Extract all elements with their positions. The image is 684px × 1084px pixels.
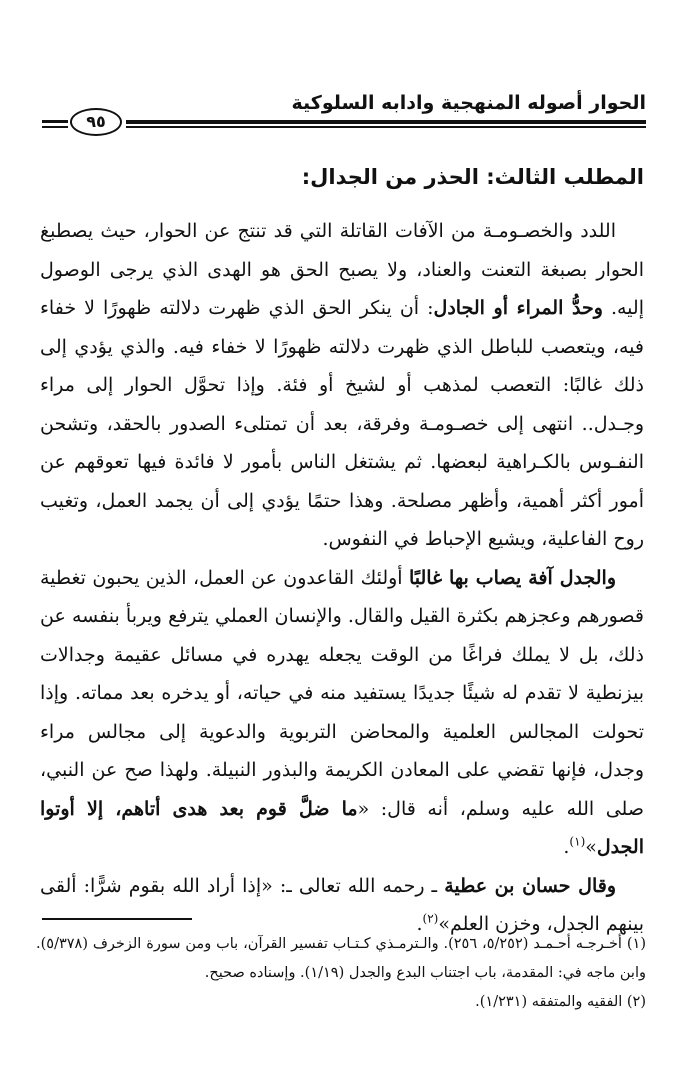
paragraph-1 — [40, 212, 644, 559]
footnote-separator — [42, 918, 192, 920]
footnotes — [36, 930, 646, 1017]
footnote-2: (٢) الفقيه والمتفقه (١/٢٣١). — [475, 994, 646, 1010]
paragraph-2-quote-close: » — [585, 836, 597, 858]
paragraph-1-text-b: : أن ينكر الحق الذي ظهرت دلالته ظهورًا لا خفاء فيه، ويتعصب للباطل الذي ظهرت دلالته ظهورًا لا خفاء فيه. والذي يؤدي إلى ذلك غالبًا: التعصب لمذهب أو لشيخ أو فئة. وإذا تحوَّل الحوار إلى مراء وجـدل.. انتهى إلى خصـومـة وفرقة، بعد أن تمتلىء الصدور بالحقد، وتشحن النفـوس بالكـراهية لبعضها. ثم يشتغل الناس بأمور لا فائدة فيها تعوقهم عن أمور أكثر أهمية، وأظهر مصلحة. وهذا حتمًا يؤدي إلى أن يجمد العمل، وتغيب روح الفاعلية، ويشيع الإحباط في النفوس. — [40, 297, 644, 550]
paragraph-2-bold-lead: والجدل آفة يصاب بها غالبًا — [408, 566, 616, 589]
footnote-ref-2[interactable]: (٢) — [422, 911, 439, 926]
paragraph-3-text: ـ رحمه الله تعالى ـ: «إذا أراد الله بقوم شرًّا: ألقى بينهم الجدل، وخزن العلم» — [40, 874, 644, 935]
running-title: الحوار أصوله المنهجية وادابه السلوكية — [291, 92, 646, 114]
section-heading: المطلب الثالث: الحذر من الجدال: — [301, 165, 644, 189]
paragraph-2-text-a: أولئك القاعدون عن العمل، الذين يحبون تغطية قصورهم وعجزهم بكثرة القيل والقال. والإنسان العملي يترفع ويربأ بنفسه عن ذلك، بل لا يملك فراغًا من الوقت يجعله يهدره في مسائل عقيمة وجدالات بيزنطية لا تقدم له شيئًا جديدًا يستفيد منه في حياته، أو يدخره بعد مماته. وإذا تحولت المجالس العلمية والمحاضن التربوية والدعوية إلى مجالس مراء وجدل، فإنها تقضي على المعادن الكريمة والبذور النبيلة. ولهذا صح عن النبي، صلى الله عليه وسلم، أنه قال: « — [40, 566, 644, 820]
paragraph-2 — [40, 559, 644, 867]
footnote-ref-1[interactable]: (١) — [569, 834, 586, 849]
footnote-1: (١) أخـرجـه أحـمـد (٥/٢٥٢، ٢٥٦). والـترمـذي كـتـاب تفسير القرآن، باب ومن سورة الزخرف (٥/٣٧٨). وابن ماجه في: المقدمة، باب اجتناب البدع والجدل (١/١٩). وإسناده صحيح. — [36, 936, 646, 981]
paragraph-1-bold-term: وحدُّ المراء أو الجادل — [433, 297, 603, 319]
page-number: ٩٥ — [70, 108, 122, 136]
header-rule-thin — [126, 126, 646, 128]
header-rule-left-top — [42, 120, 68, 123]
header-rule-thick — [126, 120, 646, 124]
paragraph-1-text-a: اللدد والخصـومـة من الآفات القاتلة التي قد تنتج عن الحوار، حيث يصطبغ الحوار بصبغة التعنت والعناد، ولا يصبح الحق هو الهدى الذي يرجى الوصول إليه. — [40, 220, 644, 319]
paragraph-3-bold-lead: وقال حسان بن عطية — [444, 874, 617, 897]
header-rule-left-bottom — [42, 126, 68, 128]
hadith-quote: ما ضلَّ قوم بعد هدى أتاهم، إلا أوتوا الجدل — [40, 797, 644, 858]
main-content — [40, 160, 644, 944]
paragraph-3-end: . — [416, 913, 423, 935]
page-header — [42, 92, 646, 132]
paragraph-2-end: . — [563, 836, 570, 858]
